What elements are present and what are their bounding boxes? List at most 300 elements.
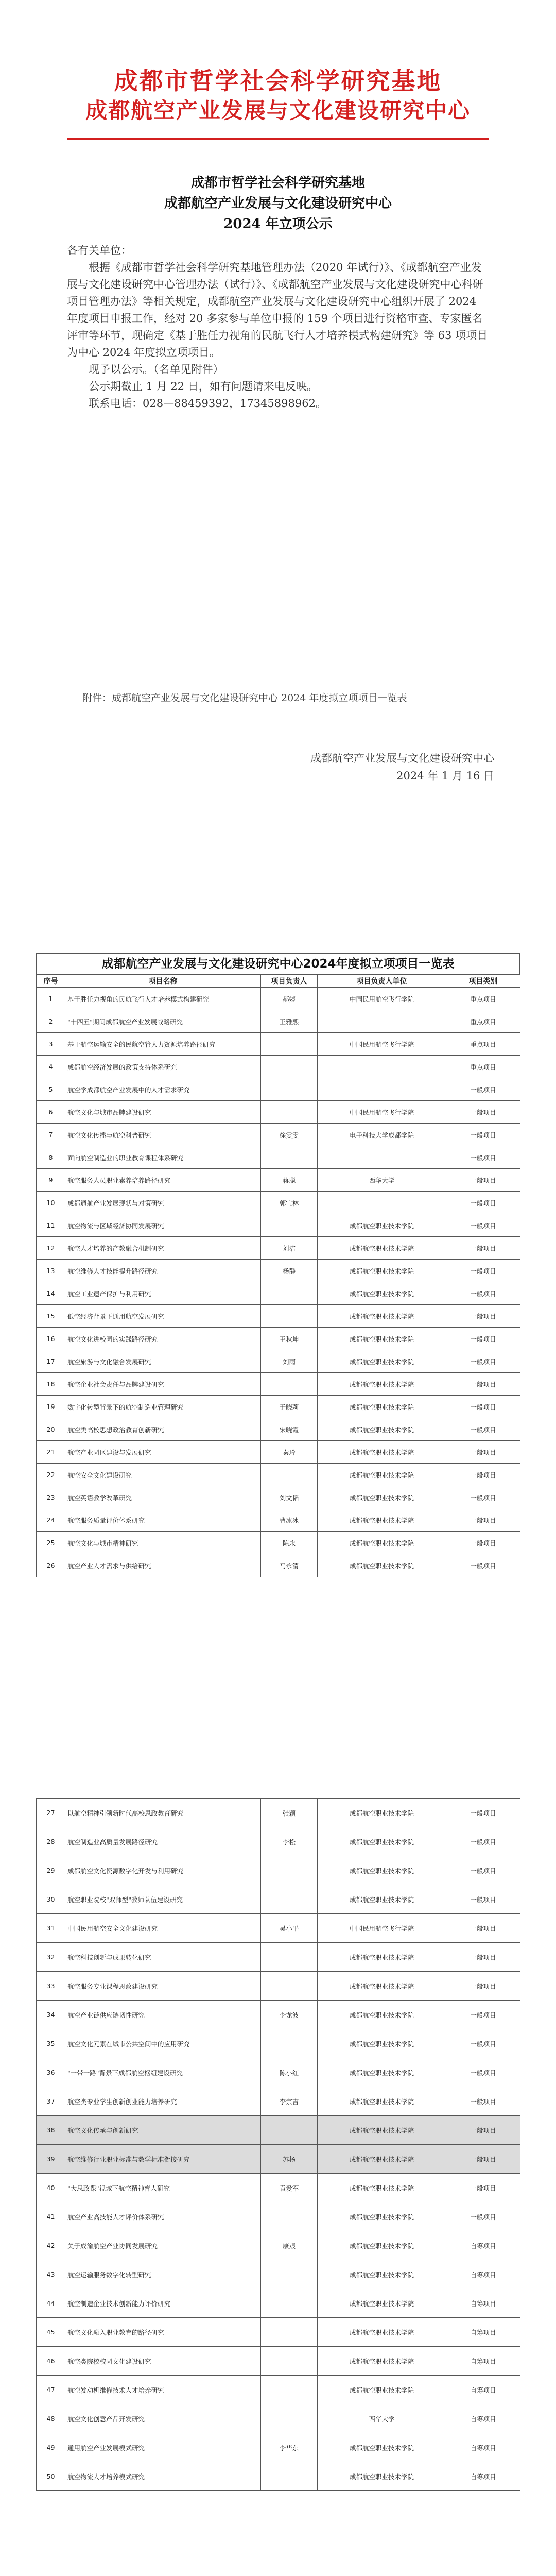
- cell-project-name: 航空维修人才技能提升路径研究: [65, 1260, 261, 1282]
- cell-project-name: 航空制造企业技术创新能力评价研究: [65, 2289, 261, 2318]
- cell-category: 一般项目: [446, 1078, 520, 1101]
- cell-category: 一般项目: [446, 2058, 520, 2087]
- cell-project-name: 航空文化传承与创新研究: [65, 2116, 261, 2145]
- cell-leader: [261, 1033, 318, 1056]
- cell-no: 27: [37, 1799, 65, 1827]
- paragraph-4: 联系电话：028—88459392，17345898962。: [89, 397, 326, 410]
- cell-leader: [261, 2347, 318, 2376]
- cell-leader: 宋晓霞: [261, 1418, 318, 1441]
- cell-project-name: 航空发动机维修技术人才培养研究: [65, 2376, 261, 2404]
- cell-no: 36: [37, 2058, 65, 2087]
- cell-leader: [261, 1972, 318, 2001]
- cell-project-name: 航空工业遗产保护与利用研究: [65, 1282, 261, 1305]
- cell-project-name: 成都航空文化资源数字化开发与利用研究: [65, 1856, 261, 1885]
- notice-title-line-2: 成都航空产业发展与文化建设研究中心: [164, 196, 392, 211]
- table-row: [37, 1509, 520, 1532]
- cell-no: 22: [37, 1464, 65, 1486]
- cell-leader: 郝婷: [261, 988, 318, 1010]
- table-row: [37, 2404, 520, 2433]
- cell-organization: 中国民用航空飞行学院: [318, 988, 446, 1010]
- cell-no: 2: [37, 1010, 65, 1033]
- cell-leader: 王雅熙: [261, 1010, 318, 1033]
- cell-leader: 张颖: [261, 1799, 318, 1827]
- cell-organization: 成都航空职业技术学院: [318, 1827, 446, 1856]
- cell-no: 25: [37, 1532, 65, 1554]
- table-row: [37, 2116, 520, 2145]
- cell-leader: [261, 1078, 318, 1101]
- cell-organization: 成都航空职业技术学院: [318, 2433, 446, 2462]
- cell-category: 一般项目: [446, 1464, 520, 1486]
- cell-project-name: 航空企业社会责任与品牌建设研究: [65, 1373, 261, 1396]
- table-row: [37, 1943, 520, 1972]
- cell-no: 46: [37, 2347, 65, 2376]
- cell-leader: [261, 2318, 318, 2347]
- cell-category: 一般项目: [446, 1169, 520, 1192]
- cell-project-name: 航空制造业高质量发展路径研究: [65, 1827, 261, 1856]
- cell-project-name: 航空文化与城市精神研究: [65, 1532, 261, 1554]
- cell-organization: [318, 1056, 446, 1078]
- cell-organization: 成都航空职业技术学院: [318, 2145, 446, 2174]
- notice-title: [0, 173, 556, 234]
- cell-no: 30: [37, 1885, 65, 1914]
- cell-organization: [318, 1078, 446, 1101]
- cell-category: 一般项目: [446, 1192, 520, 1214]
- cell-project-name: 中国民用航空安全文化建设研究: [65, 1914, 261, 1943]
- cell-project-name: 航空文化融入职业教育的路径研究: [65, 2318, 261, 2347]
- cell-no: 21: [37, 1441, 65, 1464]
- cell-project-name: 基于胜任力视角的民航飞行人才培养模式构建研究: [65, 988, 261, 1010]
- cell-category: 一般项目: [446, 1260, 520, 1282]
- cell-leader: 李宗吉: [261, 2087, 318, 2116]
- cell-no: 31: [37, 1914, 65, 1943]
- cell-category: 自筹项目: [446, 2376, 520, 2404]
- cell-category: 一般项目: [446, 2087, 520, 2116]
- cell-no: 20: [37, 1418, 65, 1441]
- cell-leader: 苏杨: [261, 2145, 318, 2174]
- table-row: [37, 1237, 520, 1260]
- cell-organization: 成都航空职业技术学院: [318, 2289, 446, 2318]
- table-row: [37, 1464, 520, 1486]
- masthead-divider: [67, 138, 489, 140]
- cell-organization: [318, 1146, 446, 1169]
- cell-category: 一般项目: [446, 1554, 520, 1577]
- cell-organization: 成都航空职业技术学院: [318, 1885, 446, 1914]
- cell-no: 43: [37, 2260, 65, 2289]
- table-row: [37, 1033, 520, 1056]
- cell-project-name: "大思政课"视域下航空精神育人研究: [65, 2174, 261, 2202]
- table-body-2: [37, 1799, 520, 2491]
- cell-no: 38: [37, 2116, 65, 2145]
- table-row: [37, 1532, 520, 1554]
- cell-organization: 成都航空职业技术学院: [318, 1554, 446, 1577]
- table-row: [37, 2347, 520, 2376]
- paragraph-3: 公示期截止 1 月 22 日，如有问题请来电反映。: [89, 380, 318, 393]
- table-row: [37, 1124, 520, 1146]
- cell-project-name: 航空旅游与文化融合发展研究: [65, 1350, 261, 1373]
- cell-project-name: 航空安全文化建设研究: [65, 1464, 261, 1486]
- cell-category: 一般项目: [446, 1885, 520, 1914]
- cell-no: 48: [37, 2404, 65, 2433]
- cell-category: 一般项目: [446, 2001, 520, 2029]
- cell-leader: [261, 2404, 318, 2433]
- cell-no: 14: [37, 1282, 65, 1305]
- cell-leader: [261, 1885, 318, 1914]
- table-page-2: [36, 1798, 520, 2491]
- cell-no: 7: [37, 1124, 65, 1146]
- cell-organization: [318, 1010, 446, 1033]
- cell-organization: 成都航空职业技术学院: [318, 1373, 446, 1396]
- cell-leader: 蒋聪: [261, 1169, 318, 1192]
- cell-no: 6: [37, 1101, 65, 1124]
- cell-organization: 成都航空职业技术学院: [318, 1943, 446, 1972]
- cell-project-name: 面向航空制造业的职业教育课程体系研究: [65, 1146, 261, 1169]
- table-page-1: [36, 953, 520, 1577]
- cell-category: 自筹项目: [446, 2289, 520, 2318]
- table-title: 成都航空产业发展与文化建设研究中心2024年度拟立项项目一览表: [36, 953, 520, 974]
- cell-leader: [261, 2202, 318, 2231]
- cell-category: 一般项目: [446, 2029, 520, 2058]
- cell-category: 一般项目: [446, 2116, 520, 2145]
- cell-organization: 成都航空职业技术学院: [318, 2260, 446, 2289]
- cell-project-name: 关于成渝航空产业协同发展研究: [65, 2231, 261, 2260]
- cell-project-name: 航空产业人才需求与供给研究: [65, 1554, 261, 1577]
- cell-organization: 西华大学: [318, 2404, 446, 2433]
- header-name: 项目名称: [65, 975, 261, 988]
- cell-category: 一般项目: [446, 1856, 520, 1885]
- cell-organization: 成都航空职业技术学院: [318, 1282, 446, 1305]
- cell-no: 8: [37, 1146, 65, 1169]
- cell-category: 一般项目: [446, 1328, 520, 1350]
- cell-leader: [261, 1282, 318, 1305]
- cell-category: 一般项目: [446, 2145, 520, 2174]
- cell-leader: 于晓莉: [261, 1396, 318, 1418]
- table-row: [37, 988, 520, 1010]
- cell-organization: 成都航空职业技术学院: [318, 1972, 446, 2001]
- cell-organization: 成都航空职业技术学院: [318, 2376, 446, 2404]
- signature-block: [309, 750, 494, 785]
- cell-category: 一般项目: [446, 1418, 520, 1441]
- table-row: [37, 2001, 520, 2029]
- table-row: [37, 1078, 520, 1101]
- attachment-note: 附件：成都航空产业发展与文化建设研究中心 2024 年度拟立项项目一览表: [82, 692, 407, 704]
- cell-no: 9: [37, 1169, 65, 1192]
- cell-category: 一般项目: [446, 1441, 520, 1464]
- cell-project-name: "一带一路"背景下成都航空枢纽建设研究: [65, 2058, 261, 2087]
- cell-no: 45: [37, 2318, 65, 2347]
- cell-project-name: 航空物流与区域经济协同发展研究: [65, 1214, 261, 1237]
- cell-organization: 成都航空职业技术学院: [318, 2087, 446, 2116]
- cell-category: 自筹项目: [446, 2231, 520, 2260]
- cell-category: 一般项目: [446, 1305, 520, 1328]
- cell-project-name: 航空物流人才培养模式研究: [65, 2462, 261, 2491]
- table-row: [37, 1214, 520, 1237]
- cell-organization: 成都航空职业技术学院: [318, 1418, 446, 1441]
- cell-project-name: 以航空精神引领新时代高校思政教育研究: [65, 1799, 261, 1827]
- cell-category: 一般项目: [446, 1396, 520, 1418]
- table-row: [37, 2433, 520, 2462]
- cell-organization: 成都航空职业技术学院: [318, 2001, 446, 2029]
- header-no: 序号: [37, 975, 65, 988]
- cell-no: 41: [37, 2202, 65, 2231]
- cell-category: 一般项目: [446, 1914, 520, 1943]
- table-row: [37, 1856, 520, 1885]
- notice-title-line-3: 2024 年立项公示: [223, 216, 333, 232]
- table-row: [37, 1396, 520, 1418]
- table-row: [37, 2376, 520, 2404]
- table-body-1: [37, 988, 520, 1577]
- table-row: [37, 1282, 520, 1305]
- cell-project-name: 航空文化创意产品开发研究: [65, 2404, 261, 2433]
- cell-project-name: 航空文化元素在城市公共空间中的应用研究: [65, 2029, 261, 2058]
- cell-no: 37: [37, 2087, 65, 2116]
- cell-leader: [261, 2260, 318, 2289]
- cell-organization: 中国民用航空飞行学院: [318, 1914, 446, 1943]
- cell-organization: 成都航空职业技术学院: [318, 1350, 446, 1373]
- cell-project-name: 低空经济背景下通用航空发展研究: [65, 1305, 261, 1328]
- cell-leader: 陈永: [261, 1532, 318, 1554]
- masthead-line-1: 成都市哲学社会科学研究基地: [114, 67, 442, 95]
- table-row: [37, 2462, 520, 2491]
- cell-no: 47: [37, 2376, 65, 2404]
- table-row: [37, 1328, 520, 1350]
- cell-category: 一般项目: [446, 1101, 520, 1124]
- cell-category: 一般项目: [446, 1124, 520, 1146]
- cell-project-name: 航空类高校思想政治教育创新研究: [65, 1418, 261, 1441]
- cell-leader: 杨静: [261, 1260, 318, 1282]
- cell-category: 自筹项目: [446, 2433, 520, 2462]
- paragraph-1: 根据《成都市哲学社会科学研究基地管理办法（2020 年试行）》、《成都航空产业发展与文化建设研究中心管理办法（试行）》、《成都航空产业发展与文化建设研究中心科研项目管理办法》等相关规定，成都航空产业发展与文化建设研究中心组织开展了 2024 年度项目申报工作，经对 20 多家参与单位申报的 159 个项目进行资格审查、专家匿名评审等环节，现确定《基于胜任力视角的民航飞行人才培养模式构建研究》等 63 项项目为中心 2024 年度拟立项项目。: [67, 261, 488, 359]
- cell-leader: [261, 1146, 318, 1169]
- cell-no: 13: [37, 1260, 65, 1282]
- cell-organization: 成都航空职业技术学院: [318, 1260, 446, 1282]
- cell-organization: 成都航空职业技术学院: [318, 1856, 446, 1885]
- cell-no: 24: [37, 1509, 65, 1532]
- cell-project-name: 航空类院校校园文化建设研究: [65, 2347, 261, 2376]
- cell-category: 一般项目: [446, 2202, 520, 2231]
- table-row: [37, 1056, 520, 1078]
- cell-category: 一般项目: [446, 1486, 520, 1509]
- cell-leader: [261, 2029, 318, 2058]
- cell-leader: 徐雯雯: [261, 1124, 318, 1146]
- cell-no: 4: [37, 1056, 65, 1078]
- cell-category: 重点项目: [446, 1056, 520, 1078]
- table-row: [37, 1010, 520, 1033]
- cell-leader: [261, 1943, 318, 1972]
- cell-category: 自筹项目: [446, 2260, 520, 2289]
- table-row: [37, 1972, 520, 2001]
- cell-category: 自筹项目: [446, 2347, 520, 2376]
- table-row: [37, 2174, 520, 2202]
- cell-organization: 成都航空职业技术学院: [318, 2462, 446, 2491]
- cell-no: 42: [37, 2231, 65, 2260]
- cell-project-name: 航空运输服务数字化转型研究: [65, 2260, 261, 2289]
- cell-project-name: 航空职业院校"双师型"教师队伍建设研究: [65, 1885, 261, 1914]
- table-row: [37, 1554, 520, 1577]
- table-row: [37, 1305, 520, 1328]
- cell-project-name: 航空服务质量评价体系研究: [65, 1509, 261, 1532]
- table-row: [37, 2260, 520, 2289]
- cell-no: 23: [37, 1486, 65, 1509]
- cell-leader: [261, 1373, 318, 1396]
- cell-leader: 李华东: [261, 2433, 318, 2462]
- table-row: [37, 1169, 520, 1192]
- cell-no: 39: [37, 2145, 65, 2174]
- masthead-line-2: 成都航空产业发展与文化建设研究中心: [85, 98, 471, 123]
- cell-organization: 成都航空职业技术学院: [318, 1237, 446, 1260]
- cell-organization: 成都航空职业技术学院: [318, 2174, 446, 2202]
- cell-organization: 西华大学: [318, 1169, 446, 1192]
- cell-no: 32: [37, 1943, 65, 1972]
- table-row: [37, 2087, 520, 2116]
- table-row: [37, 2202, 520, 2231]
- cell-no: 50: [37, 2462, 65, 2491]
- signature-org: 成都航空产业发展与文化建设研究中心: [310, 752, 494, 765]
- cell-no: 5: [37, 1078, 65, 1101]
- table-row: [37, 1914, 520, 1943]
- cell-category: 自筹项目: [446, 2462, 520, 2491]
- cell-project-name: 成都通航产业发展现状与对策研究: [65, 1192, 261, 1214]
- table-row: [37, 1418, 520, 1441]
- cell-no: 49: [37, 2433, 65, 2462]
- cell-organization: 成都航空职业技术学院: [318, 1396, 446, 1418]
- cell-project-name: 航空文化传播与航空科普研究: [65, 1124, 261, 1146]
- cell-project-name: 航空人才培养的产教融合机制研究: [65, 1237, 261, 1260]
- cell-leader: [261, 1214, 318, 1237]
- cell-organization: 成都航空职业技术学院: [318, 2116, 446, 2145]
- cell-no: 35: [37, 2029, 65, 2058]
- table-row: [37, 1441, 520, 1464]
- cell-category: 一般项目: [446, 1943, 520, 1972]
- cell-no: 44: [37, 2289, 65, 2318]
- cell-no: 15: [37, 1305, 65, 1328]
- cell-organization: 成都航空职业技术学院: [318, 1532, 446, 1554]
- cell-leader: [261, 1856, 318, 1885]
- cell-category: 一般项目: [446, 1237, 520, 1260]
- cell-organization: 中国民用航空飞行学院: [318, 1033, 446, 1056]
- table-row: [37, 2289, 520, 2318]
- cell-category: 一般项目: [446, 1532, 520, 1554]
- cell-leader: [261, 1305, 318, 1328]
- table-row: [37, 2029, 520, 2058]
- cell-organization: 电子科技大学成都学院: [318, 1124, 446, 1146]
- cell-organization: 成都航空职业技术学院: [318, 1486, 446, 1509]
- table-row: [37, 2058, 520, 2087]
- cell-category: 自筹项目: [446, 2318, 520, 2347]
- cell-no: 18: [37, 1373, 65, 1396]
- cell-organization: 中国民用航空飞行学院: [318, 1101, 446, 1124]
- cell-leader: 吴小平: [261, 1914, 318, 1943]
- cell-leader: [261, 2289, 318, 2318]
- cell-project-name: 航空产业园区建设与发展研究: [65, 1441, 261, 1464]
- cell-project-name: 航空产业链供应链韧性研究: [65, 2001, 261, 2029]
- cell-no: 11: [37, 1214, 65, 1237]
- cell-leader: 刘文韬: [261, 1486, 318, 1509]
- cell-organization: 成都航空职业技术学院: [318, 1214, 446, 1237]
- cell-category: 一般项目: [446, 1373, 520, 1396]
- table-row: [37, 1101, 520, 1124]
- cell-category: 自筹项目: [446, 2404, 520, 2433]
- cell-project-name: 航空产业高技能人才评价体系研究: [65, 2202, 261, 2231]
- cell-project-name: 航空文化与城市品牌建设研究: [65, 1101, 261, 1124]
- cell-no: 10: [37, 1192, 65, 1214]
- table-header-row: [37, 975, 520, 988]
- cell-leader: 郭宝林: [261, 1192, 318, 1214]
- table-row: [37, 1192, 520, 1214]
- cell-category: 重点项目: [446, 1033, 520, 1056]
- cell-organization: 成都航空职业技术学院: [318, 2202, 446, 2231]
- cell-organization: 成都航空职业技术学院: [318, 1328, 446, 1350]
- cell-project-name: 基于航空运输安全的民航空管人力资源培养路径研究: [65, 1033, 261, 1056]
- notice-title-line-1: 成都市哲学社会科学研究基地: [190, 175, 365, 191]
- cell-leader: 王秋坤: [261, 1328, 318, 1350]
- cell-no: 3: [37, 1033, 65, 1056]
- greeting: 各有关单位：: [67, 244, 132, 257]
- cell-project-name: 航空服务人员职业素养培养路径研究: [65, 1169, 261, 1192]
- cell-no: 33: [37, 1972, 65, 2001]
- cell-project-name: 航空服务专业课程思政建设研究: [65, 1972, 261, 2001]
- header-category: 项目类别: [446, 975, 520, 988]
- cell-category: 重点项目: [446, 988, 520, 1010]
- cell-category: 一般项目: [446, 1350, 520, 1373]
- header-lead: 项目负责人: [261, 975, 318, 988]
- cell-leader: 李龙波: [261, 2001, 318, 2029]
- notice-body: [67, 242, 489, 412]
- cell-leader: 李松: [261, 1827, 318, 1856]
- table-row: [37, 1373, 520, 1396]
- table-row: [37, 1146, 520, 1169]
- cell-leader: [261, 1056, 318, 1078]
- cell-leader: [261, 2116, 318, 2145]
- table-row: [37, 1885, 520, 1914]
- cell-project-name: 航空维修行业职业标准与教学标准衔接研究: [65, 2145, 261, 2174]
- cell-no: 26: [37, 1554, 65, 1577]
- header-org: 项目负责人单位: [318, 975, 446, 988]
- cell-no: 12: [37, 1237, 65, 1260]
- cell-organization: 成都航空职业技术学院: [318, 1799, 446, 1827]
- cell-no: 34: [37, 2001, 65, 2029]
- cell-project-name: 航空学成都航空产业发展中的人才需求研究: [65, 1078, 261, 1101]
- cell-category: 一般项目: [446, 2174, 520, 2202]
- cell-no: 28: [37, 1827, 65, 1856]
- cell-category: 一般项目: [446, 1827, 520, 1856]
- cell-category: 一般项目: [446, 1972, 520, 2001]
- cell-project-name: 航空科技创新与成果转化研究: [65, 1943, 261, 1972]
- cell-organization: 成都航空职业技术学院: [318, 2029, 446, 2058]
- table-row: [37, 1350, 520, 1373]
- cell-category: 一般项目: [446, 1799, 520, 1827]
- cell-leader: 陈小红: [261, 2058, 318, 2087]
- cell-leader: [261, 2376, 318, 2404]
- cell-organization: 成都航空职业技术学院: [318, 2347, 446, 2376]
- cell-organization: 成都航空职业技术学院: [318, 1305, 446, 1328]
- table-row: [37, 1486, 520, 1509]
- cell-organization: 成都航空职业技术学院: [318, 1509, 446, 1532]
- cell-no: 1: [37, 988, 65, 1010]
- cell-category: 一般项目: [446, 1214, 520, 1237]
- cell-leader: 马永清: [261, 1554, 318, 1577]
- project-table-continued: [36, 1798, 520, 2491]
- project-table: [36, 974, 520, 1577]
- table-row: [37, 2145, 520, 2174]
- cell-leader: [261, 2462, 318, 2491]
- cell-category: 一般项目: [446, 1509, 520, 1532]
- cell-organization: 成都航空职业技术学院: [318, 2058, 446, 2087]
- cell-leader: 刘雨: [261, 1350, 318, 1373]
- cell-leader: 秦玲: [261, 1441, 318, 1464]
- cell-leader: 康艰: [261, 2231, 318, 2260]
- cell-leader: 刘洁: [261, 1237, 318, 1260]
- cell-leader: 袁爱军: [261, 2174, 318, 2202]
